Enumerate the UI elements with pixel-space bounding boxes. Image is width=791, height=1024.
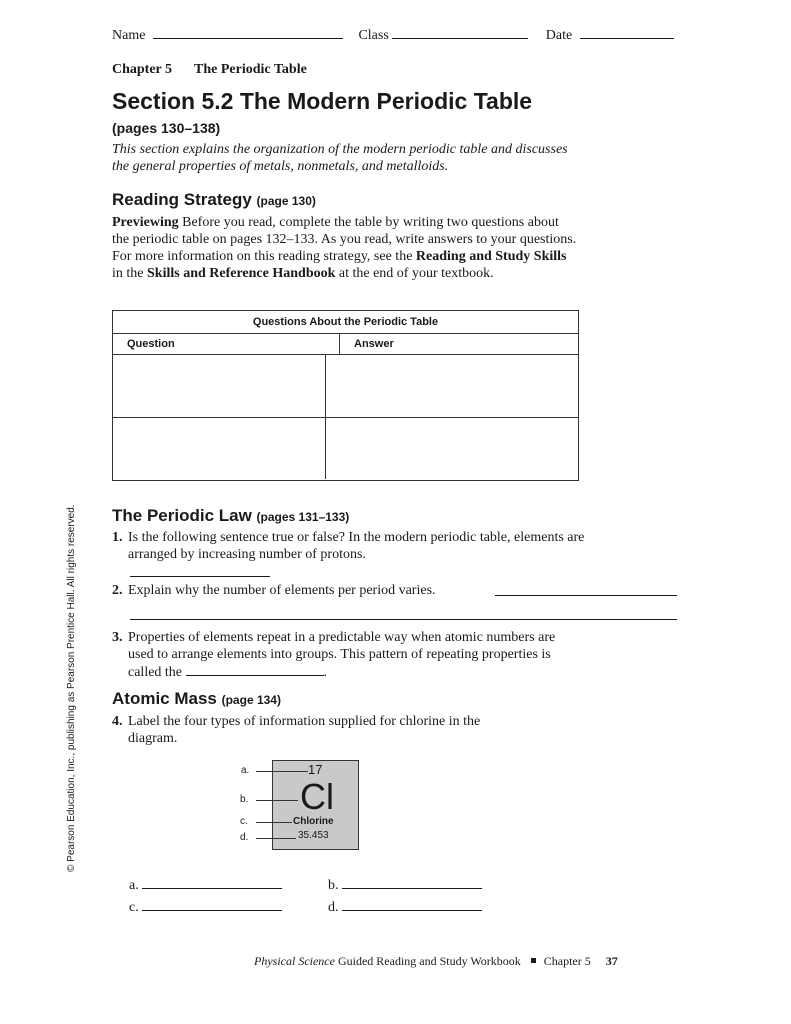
question-1-text: Is the following sentence true or false? In the modern periodic table, elements are arranged by increasing number of protons. — [128, 530, 585, 562]
element-name: Chlorine — [293, 816, 334, 827]
footer-chapter: Chapter 5 — [543, 954, 591, 968]
answer-4d-line[interactable] — [342, 898, 482, 911]
reading-strategy-text — [112, 214, 577, 282]
header-fields — [112, 28, 674, 44]
questions-table — [112, 310, 579, 481]
atomic-number: 17 — [308, 762, 323, 777]
question-1 — [112, 529, 587, 563]
question-3-text — [128, 629, 557, 681]
bullet-square-icon — [531, 958, 536, 963]
answer-4b — [328, 876, 482, 894]
chapter-title: The Periodic Table — [194, 62, 307, 77]
atomic-mass-title: Atomic Mass — [112, 689, 217, 708]
section-title: Section 5.2 The Modern Periodic Table — [112, 88, 533, 114]
footer-book-rest: Guided Reading and Study Workbook — [334, 954, 521, 968]
leader-line-d — [256, 838, 296, 839]
leader-line-c — [256, 822, 292, 823]
page-footer — [254, 954, 618, 969]
date-field[interactable] — [580, 38, 674, 39]
answer-4a-label: a. — [129, 878, 139, 893]
chapter-heading — [112, 62, 307, 78]
diagram-label-c: c. — [240, 816, 248, 827]
chapter-number: Chapter 5 — [112, 62, 173, 77]
question-cell[interactable] — [113, 355, 326, 417]
answer-4b-label: b. — [328, 878, 339, 893]
table-row — [113, 418, 578, 479]
answer-cell[interactable] — [326, 355, 578, 417]
question-4 — [112, 713, 532, 747]
copyright-notice: © Pearson Education, Inc., publishing as Pearson Prentice Hall. All rights reserved. — [66, 504, 77, 872]
leader-line-b — [256, 800, 298, 801]
atomic-mass-heading — [112, 689, 281, 709]
answer-4b-line[interactable] — [342, 876, 482, 889]
section-pages: (pages 130–138) — [112, 120, 221, 136]
answer-4c-line[interactable] — [142, 898, 282, 911]
question-3-number: 3. — [112, 630, 123, 645]
strategy-text-3: at the end of your textbook. — [335, 266, 494, 281]
reading-strategy-title: Reading Strategy — [112, 190, 252, 209]
answer-cell[interactable] — [326, 418, 578, 479]
class-field[interactable] — [392, 38, 528, 39]
answer-4c — [129, 898, 282, 916]
atomic-mass-value: 35.453 — [298, 830, 329, 841]
answer-4a — [129, 876, 282, 894]
question-4-text: Label the four types of information supplied for chlorine in the diagram. — [128, 714, 481, 746]
name-label: Name — [112, 28, 146, 43]
question-3 — [112, 629, 557, 681]
periodic-law-heading — [112, 506, 349, 526]
answer-4a-line[interactable] — [142, 876, 282, 889]
question-4-number: 4. — [112, 714, 123, 729]
date-label: Date — [545, 28, 573, 43]
answer-3-line[interactable] — [186, 663, 324, 676]
element-symbol: Cl — [300, 776, 334, 817]
answer-2-line-2[interactable] — [130, 605, 677, 620]
periodic-law-pages: (pages 131–133) — [256, 510, 350, 524]
table-header-row — [113, 334, 578, 355]
question-2-number: 2. — [112, 583, 123, 598]
reading-strategy-heading — [112, 190, 316, 210]
question-cell[interactable] — [113, 418, 326, 479]
question-column-header: Question — [113, 334, 340, 354]
answer-4d-label: d. — [328, 900, 339, 915]
class-label: Class — [358, 28, 389, 43]
periodic-law-title: The Periodic Law — [112, 506, 252, 525]
strategy-text-1: Before you read, complete the table by writing two questions about the periodic table on pages 132–133. As you read, write answers to your questions. For more information on this reading strategy, see the — [112, 215, 577, 264]
answer-4d — [328, 898, 482, 916]
strategy-text-2: in the — [112, 266, 147, 281]
question-2-text: Explain why the number of elements per period varies. — [128, 583, 436, 598]
question-1-number: 1. — [112, 530, 123, 545]
diagram-label-d: d. — [240, 832, 249, 843]
table-caption: Questions About the Periodic Table — [113, 311, 578, 334]
strategy-bold-1: Reading and Study Skills — [415, 249, 567, 264]
strategy-bold-2: Skills and Reference Handbook — [147, 266, 336, 281]
reading-strategy-pages: (page 130) — [256, 194, 316, 208]
answer-4c-label: c. — [129, 900, 139, 915]
section-intro: This section explains the organization of the modern periodic table and discusses the general properties of metals, nonmetals, and metalloids. — [112, 142, 568, 174]
leader-line-a — [256, 771, 308, 772]
diagram-label-b: b. — [240, 794, 249, 805]
question-3-body: Properties of elements repeat in a predictable way when atomic numbers are used to arrange elements into groups. This pattern of repeating properties is called the — [128, 630, 556, 680]
atomic-mass-pages: (page 134) — [221, 693, 281, 707]
table-row — [113, 355, 578, 418]
answer-2-line-1[interactable] — [495, 581, 677, 596]
answer-column-header: Answer — [354, 338, 394, 350]
question-3-end: . — [323, 665, 328, 680]
page-number: 37 — [605, 954, 618, 968]
diagram-label-a: a. — [241, 765, 250, 776]
footer-book-title: Physical Science — [254, 954, 335, 968]
name-field[interactable] — [153, 38, 343, 39]
previewing-label: Previewing — [112, 215, 179, 230]
answer-1-line[interactable] — [130, 562, 270, 577]
